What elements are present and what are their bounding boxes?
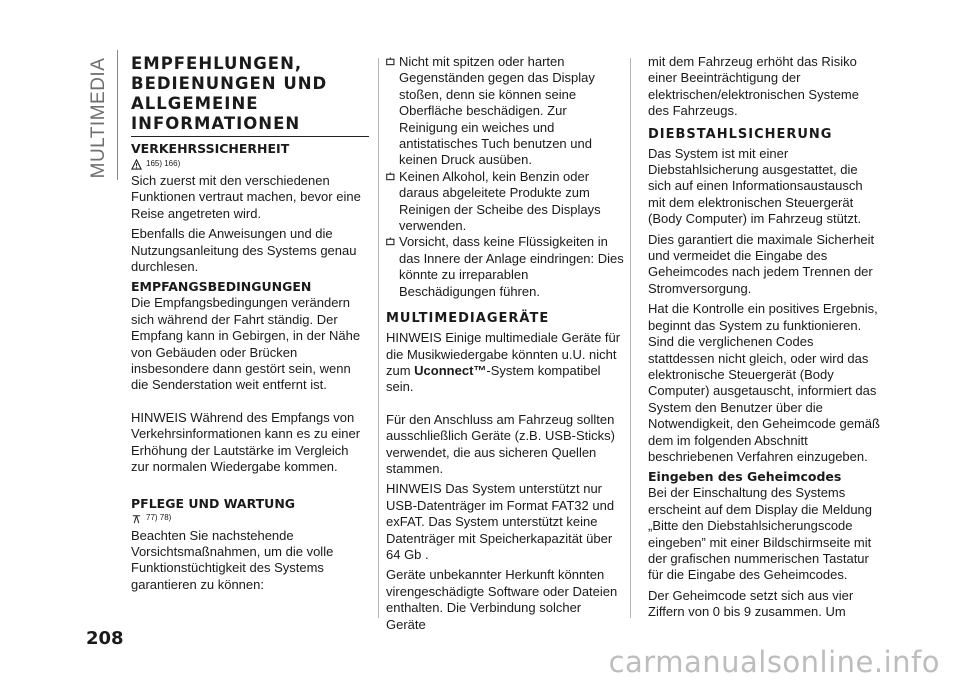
warning-triangle-icon [131, 159, 142, 170]
paragraph: Dies garantiert die maximale Sicherheit und vermeidet die Eingabe des Geheimcodes nach jedem Trennen der Stromversorgung. [648, 231, 875, 296]
brand-name: Uconnect™ [414, 362, 487, 378]
column-separator [630, 58, 631, 618]
column-2 [386, 54, 624, 637]
list-item: Vorsicht, dass keine Flüssigkeiten in das Innere der Anlage eindringen: Dies könnte zu irreparablen Beschädigungen führen. [386, 234, 624, 300]
paragraph: Ebenfalls die Anweisungen und die Nutzungsanleitung des Systems genau durchlesen. [131, 226, 357, 275]
page-number: 208 [86, 628, 124, 649]
paragraph: Beachten Sie nachstehende Vorsichtsmaßnahmen, um die volle Funktionstüchtigkeit des Systems garantieren zu können: [131, 527, 334, 592]
note-paragraph: HINWEIS Einige multimediale Geräte für die Musikwiedergabe könnten u.U. nicht zum Uconnect™-System kompatibel sein. [386, 330, 621, 395]
section-reception-title: EMPFANGSBEDINGUNGEN [131, 279, 312, 295]
bullet-arrow-icon [386, 57, 395, 66]
reference-numbers: 77) 78) [146, 513, 172, 523]
main-title: EMPFEHLUNGEN, BEDIENUNGEN UND ALLGEMEINE INFORMATIONEN [131, 54, 369, 137]
paragraph: Sich zuerst mit den verschiedenen Funktionen vertraut machen, bevor eine Reise angetreten wird. [131, 173, 361, 221]
section-anti-theft-title: DIEBSTAHLSICHERUNG [648, 126, 833, 142]
caution-reference [131, 512, 369, 526]
paragraph: Der Geheimcode setzt sich aus vier Ziffern von 0 bis 9 zusammen. Um [648, 587, 854, 620]
warning-reference [131, 157, 369, 171]
note-paragraph: HINWEIS Während des Empfangs von Verkehrsinformationen kann es zu einer Erhöhung der Lautstärke im Vergleich zur normalen Wiedergabe kommen. [131, 409, 361, 475]
paragraph: Das System ist mit einer Diebstahlsicherung ausgestattet, die sich auf einen Informationsaustausch mit dem elektronischen Steuergerät (Body Computer) im Fahrzeug stützt. [648, 145, 863, 227]
column-3 [648, 54, 882, 625]
note-paragraph: HINWEIS Das System unterstützt nur USB-Datenträger im Format FAT32 und exFAT. Das System unterstützt keine Datenträger mit Speicherkapazität über 64 Gb . [386, 481, 615, 562]
watermark[interactable]: carmanualsonline.info [608, 645, 940, 679]
chapter-rule [117, 50, 118, 180]
reference-numbers: 165) 166) [146, 158, 181, 168]
section-care-title: PFLEGE UND WARTUNG [131, 495, 296, 511]
paragraph: Geräte unbekannter Herkunft könnten virengeschädigte Software oder Dateien enthalten. Die Verbindung solcher Geräte [386, 567, 618, 632]
paragraph: Hat die Kontrolle ein positives Ergebnis, beginnt das System zu funktionieren. Sind die verglichenen Codes stattdessen nicht gleich, oder wird das elektronische Steuergerät (Body Computer) ausgetauscht, informiert das System den Benutzer über die Notwendigkeit, den Geheimcode gemäß dem im folgenden Abschnitt beschriebenen Verfahren einzugeben. [648, 301, 880, 464]
section-enter-code-title: Eingeben des Geheimcodes [648, 469, 842, 485]
chapter-label: MULTIMEDIA [88, 57, 109, 179]
paragraph: Die Empfangsbedingungen verändern sich während der Fahrt ständig. Der Empfang kann in Gebirgen, in der Nähe von Gebäuden oder Brücken insbesondere dann gestört sein, wenn die Senderstation weit entfernt ist. [131, 295, 361, 393]
caution-icon [131, 513, 142, 524]
list-item: Nicht mit spitzen oder harten Gegenständen gegen das Display stoßen, denn sie können seine Oberfläche beschädigen. Zur Reinigung ein weiches und antistatisches Tuch benutzen und keinen Druck ausüben. [386, 54, 624, 169]
paragraph: Für den Anschluss am Fahrzeug sollten ausschließlich Geräte (z.B. USB-Sticks) verwendet, die aus sicheren Quellen stammen. [386, 411, 616, 476]
column-separator [378, 58, 379, 618]
paragraph: mit dem Fahrzeug erhöht das Risiko einer Beeinträchtigung der elektrischen/elektronischen Systeme des Fahrzeugs. [648, 54, 859, 119]
list-item: Keinen Alkohol, kein Benzin oder daraus abgeleitete Produkte zum Reinigen der Scheibe des Displays verwenden. [386, 169, 624, 235]
paragraph: Bei der Einschaltung des Systems erscheint auf dem Display die Meldung „Bitte den Diebstahlsicherungscode eingeben” mit einer Bildschirmseite mit der grafischen nummerischen Tastatur für die Eingabe des Geheimcodes. [648, 485, 873, 583]
bullet-arrow-icon [386, 237, 395, 246]
section-traffic-safety-title: VERKEHRSSICHERHEIT [131, 141, 290, 156]
bullet-arrow-icon [386, 172, 395, 181]
section-multimedia-title: MULTIMEDIAGERÄTE [386, 311, 550, 327]
column-1 [131, 54, 369, 597]
